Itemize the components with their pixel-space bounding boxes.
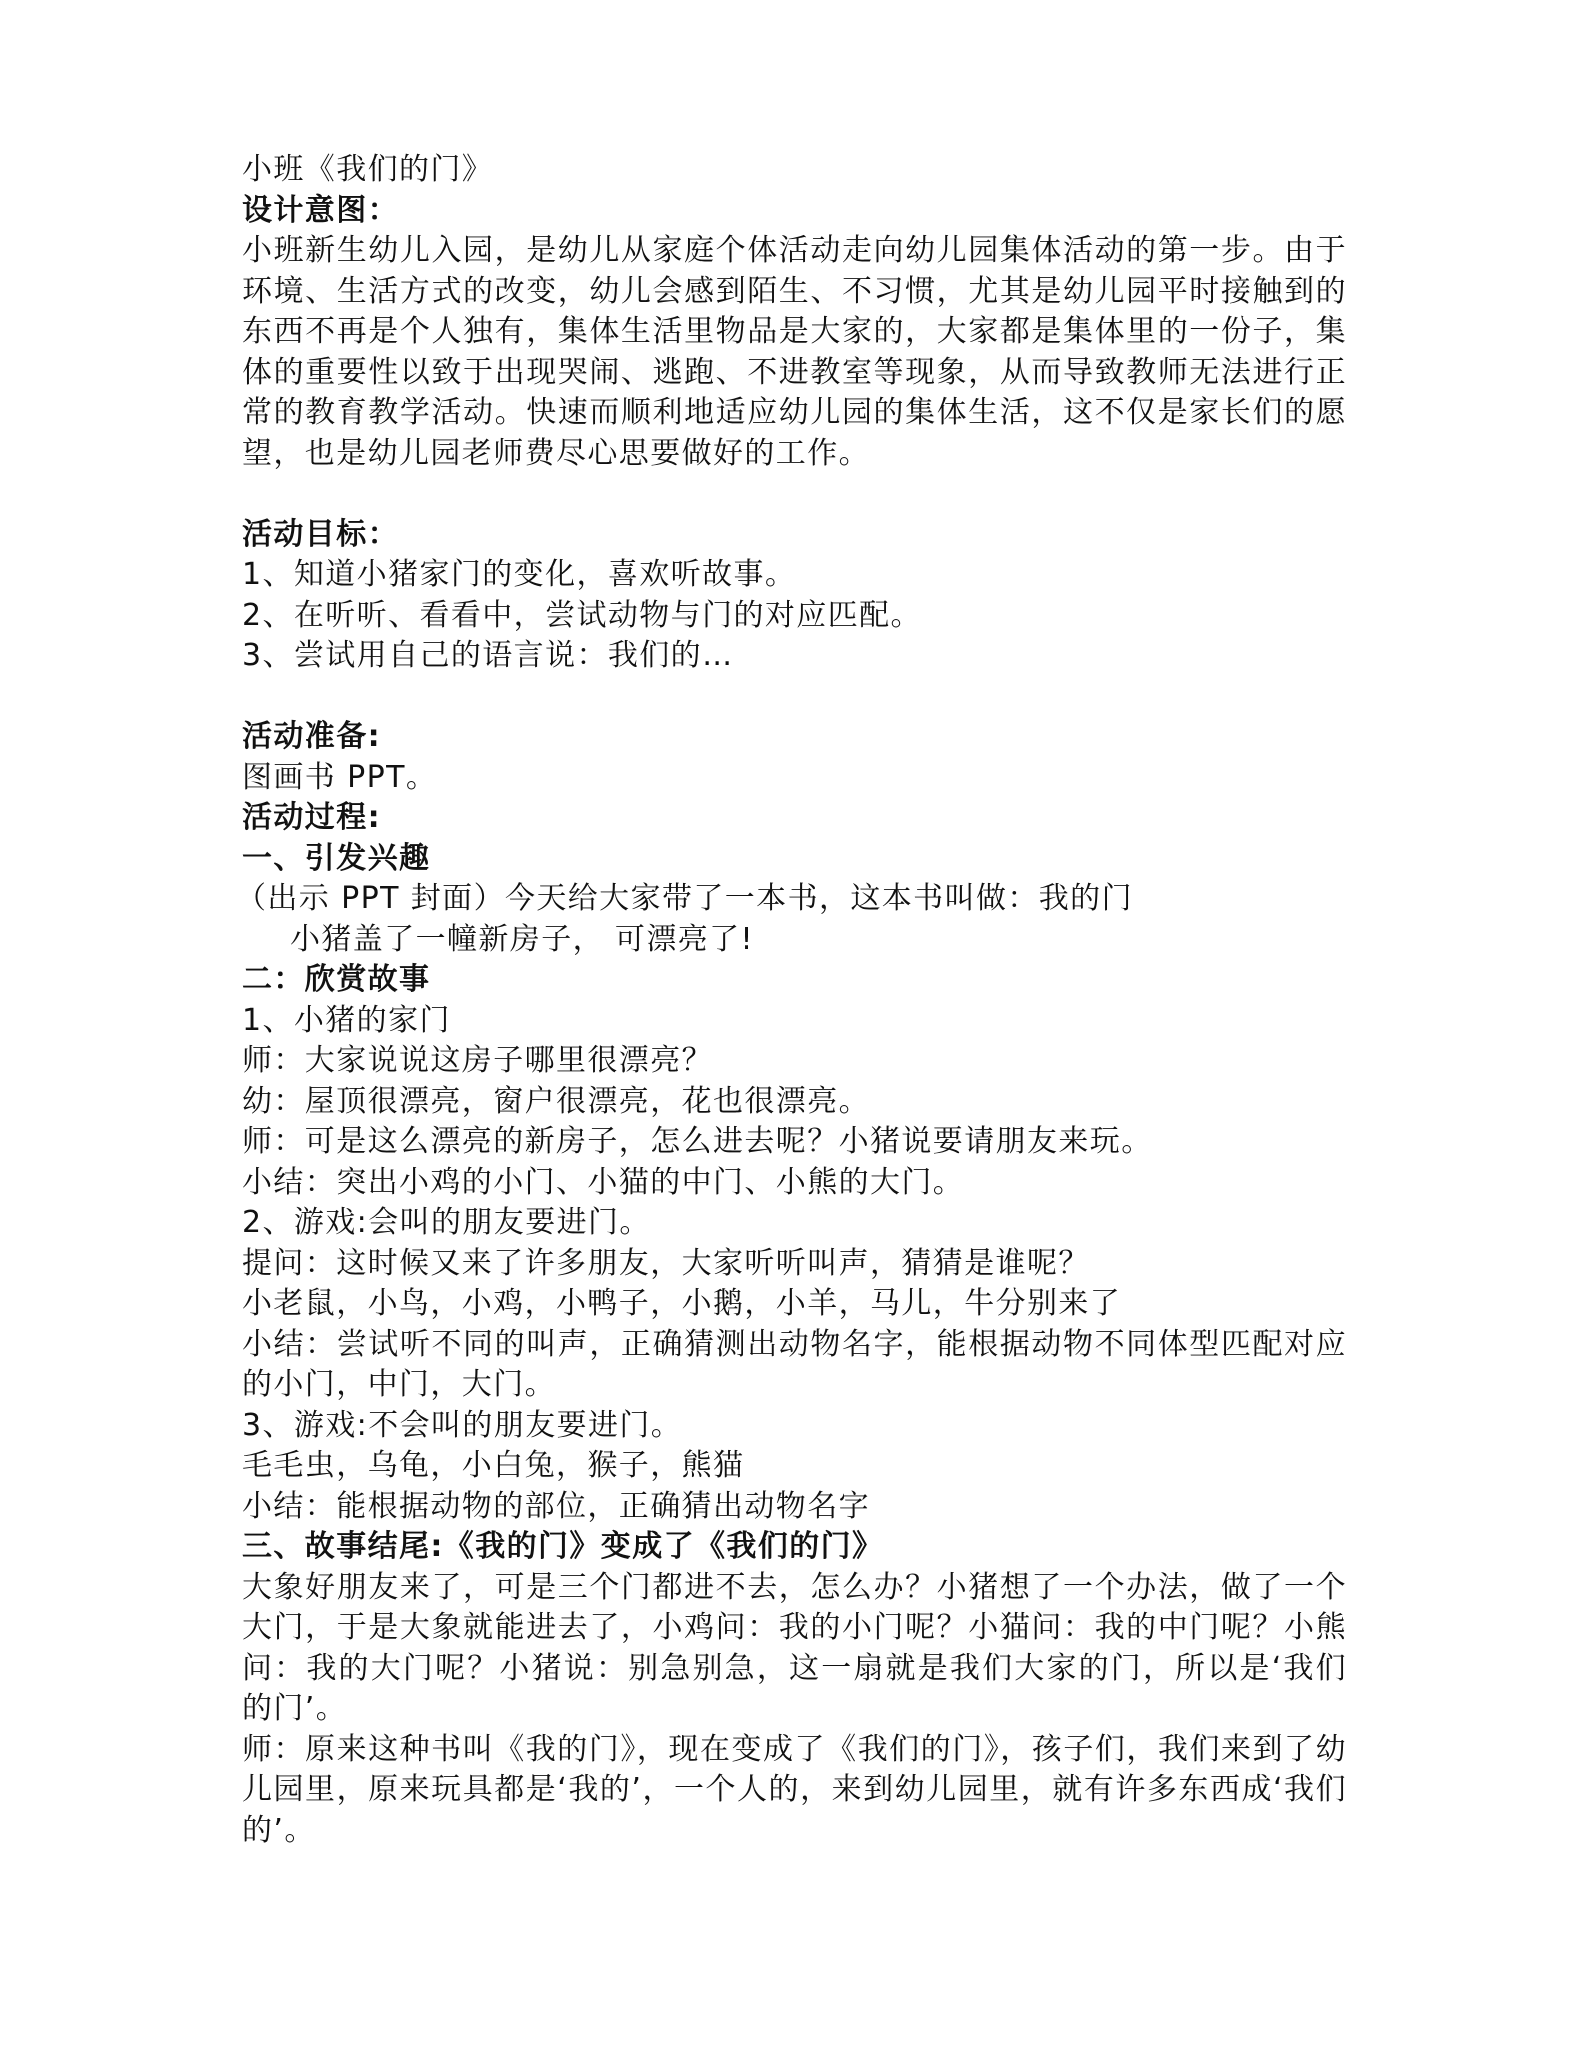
section2-summary: 小结：尝试听不同的叫声，正确猜测出动物名字，能根据动物不同体型匹配对应的小门，中门，大门。	[242, 1326, 1347, 1402]
section2-line: 提问：这时候又来了许多朋友，大家听听叫声，猜猜是谁呢？	[242, 1245, 1090, 1281]
document-title: 小班《我们的门》	[242, 152, 494, 187]
section2-line: 师：大家说说这房子哪里很漂亮？	[242, 1043, 713, 1078]
goal-item: 2、在听听、看看中，尝试动物与门的对应匹配。	[242, 597, 922, 633]
section1-heading: 一、引发兴趣	[242, 840, 431, 876]
section2-heading: 二：欣赏故事	[242, 962, 431, 997]
section2-line: 3、游戏:不会叫的朋友要进门。	[242, 1407, 683, 1443]
section2-line: 毛毛虫，乌龟，小白兔，猴子，熊猫	[242, 1448, 745, 1483]
spacer	[242, 677, 1347, 718]
preparation-heading: 活动准备:	[242, 719, 381, 754]
design-intent-paragraph: 小班新生幼儿入园，是幼儿从家庭个体活动走向幼儿园集体活动的第一步。由于环境、生活方式的改变，幼儿会感到陌生、不习惯，尤其是幼儿园平时接触到的东西不再是个人独有，集体生活里物品是大家的，大家都是集体里的一份子，集体的重要性以致于出现哭闹、逃跑、不进教室等现象，从而导致教师无法进行正常的教育教学活动。快速而顺利地适应幼儿园的集体生活，这不仅是家长们的愿望，也是幼儿园老师费尽心思要做好的工作。	[242, 233, 1347, 471]
section2-line: 幼：屋顶很漂亮，窗户很漂亮，花也很漂亮。	[242, 1083, 870, 1119]
design-intent-heading: 设计意图：	[242, 192, 399, 228]
section3-paragraph: 师：原来这种书叫《我的门》，现在变成了《我们的门》，孩子们，我们来到了幼儿园里，原来玩具都是‘我的’，一个人的，来到幼儿园里，就有许多东西成‘我们的’。	[242, 1731, 1347, 1848]
section1-line: 小猪盖了一幢新房子， 可漂亮了!	[290, 921, 754, 957]
section3-paragraph: 大象好朋友来了，可是三个门都进不去，怎么办？小猪想了一个办法，做了一个大门，于是大象就能进去了，小鸡问：我的小门呢？小猫问：我的中门呢？小熊问：我的大门呢？小猪说：别急别急，这一扇就是我们大家的门，所以是‘我们的门’。	[242, 1569, 1347, 1726]
section1-line: （出示 PPT 封面）今天给大家带了一本书，这本书叫做：我的门	[236, 881, 1133, 916]
section3-heading: 三、故事结尾:《我的门》变成了《我们的门》	[242, 1529, 884, 1564]
goal-item: 3、尝试用自己的语言说：我们的…	[242, 638, 734, 673]
section2-line: 小结：能根据动物的部位，正确猜出动物名字	[242, 1488, 870, 1524]
section2-line: 1、小猪的家门	[242, 1002, 451, 1038]
document-page	[236, 150, 1347, 1851]
section2-line: 师：可是这么漂亮的新房子，怎么进去呢？小猪说要请朋友来玩。	[242, 1124, 1153, 1159]
section2-line: 2、游戏:会叫的朋友要进门。	[242, 1205, 651, 1240]
process-heading: 活动过程:	[242, 800, 381, 835]
section2-line: 小老鼠，小鸟，小鸡，小鸭子，小鹅，小羊，马儿，牛分别来了	[242, 1286, 1122, 1321]
section2-line: 小结：突出小鸡的小门、小猫的中门、小熊的大门。	[242, 1164, 965, 1200]
preparation-text: 图画书 PPT。	[242, 759, 438, 795]
goal-item: 1、知道小猪家门的变化，喜欢听故事。	[242, 557, 797, 592]
spacer	[242, 474, 1347, 515]
goals-heading: 活动目标：	[242, 516, 399, 552]
